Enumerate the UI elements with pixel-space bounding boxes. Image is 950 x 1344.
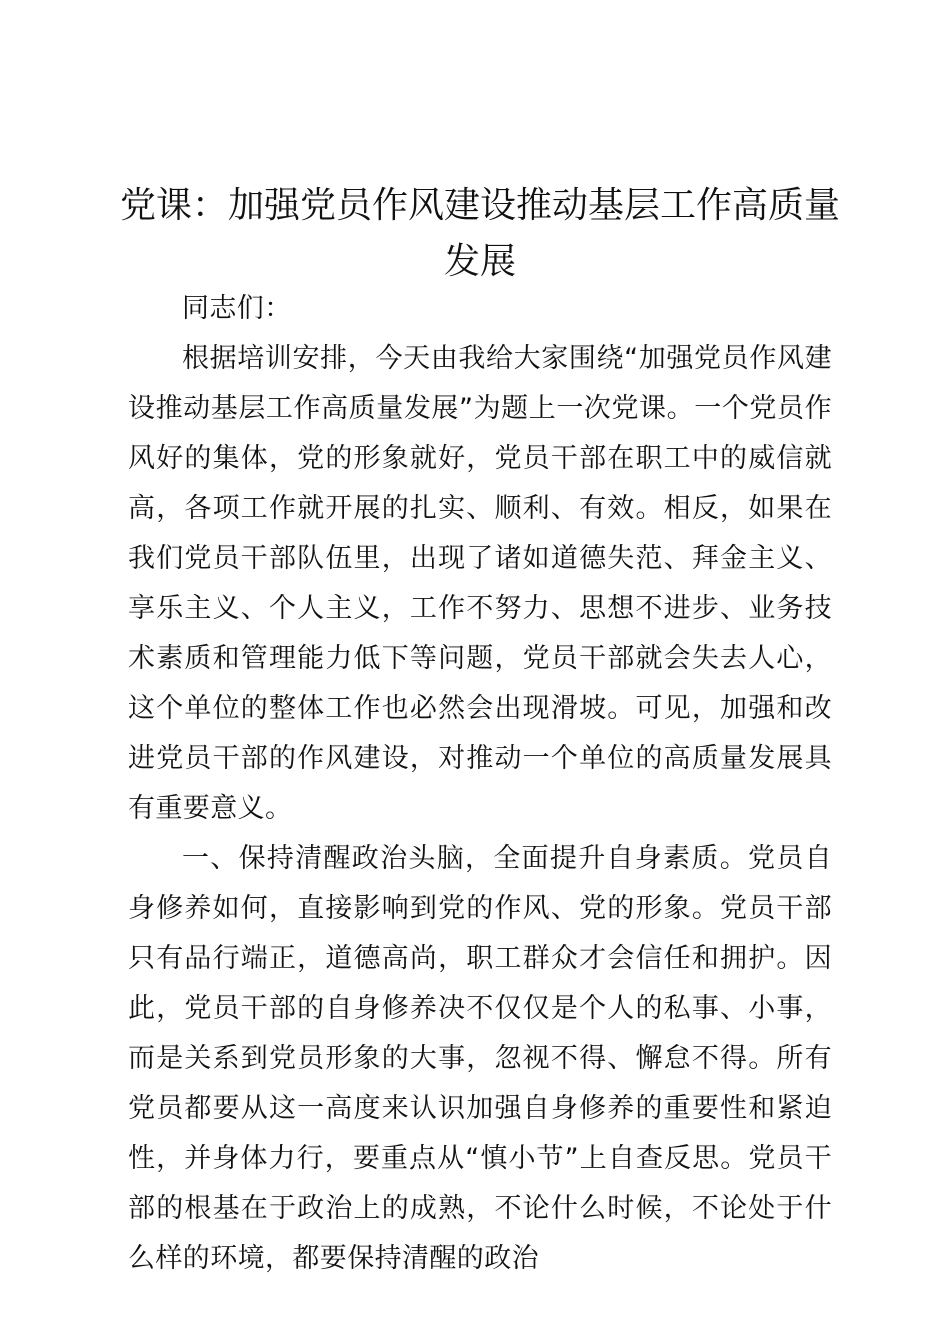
paragraph-intro: 根据培训安排，今天由我给大家围绕“加强党员作风建设推动基层工作高质量发展”为题上一次党课。一个党员作风好的集体，党的形象就好，党员干部在职工中的威信就高，各项工作就开展的扎实、顺利、有效。相反，如果在我们党员干部队伍里，出现了诸如道德失范、拜金主义、享乐主义、个人主义，工作不努力、思想不进步、业务技术素质和管理能力低下等问题，党员干部就会失去人心，这个单位的整体工作也必然会出现滑坡。可见，加强和改进党员干部的作风建设，对推动一个单位的高质量发展具有重要意义。 <box>128 343 832 824</box>
document-body <box>128 284 832 1284</box>
paragraph-section-one: 一、保持清醒政治头脑，全面提升自身素质。党员自身修养如何，直接影响到党的作风、党的形象。党员干部只有品行端正，道德高尚，职工群众才会信任和拥护。因此，党员干部的自身修养决不仅仅是个人的私事、小事，而是关系到党员形象的大事，忽视不得、懈怠不得。所有党员都要从这一高度来认识加强自身修养的重要性和紧迫性，并身体力行，要重点从“慎小节”上自查反思。党员干部的根基在于政治上的成熟，不论什么时候，不论处于什么样的环境，都要保持清醒的政治 <box>128 843 832 1274</box>
salutation: 同志们： <box>182 293 292 324</box>
document-title: 党课：加强党员作风建设推动基层工作高质量发展 <box>120 185 841 282</box>
